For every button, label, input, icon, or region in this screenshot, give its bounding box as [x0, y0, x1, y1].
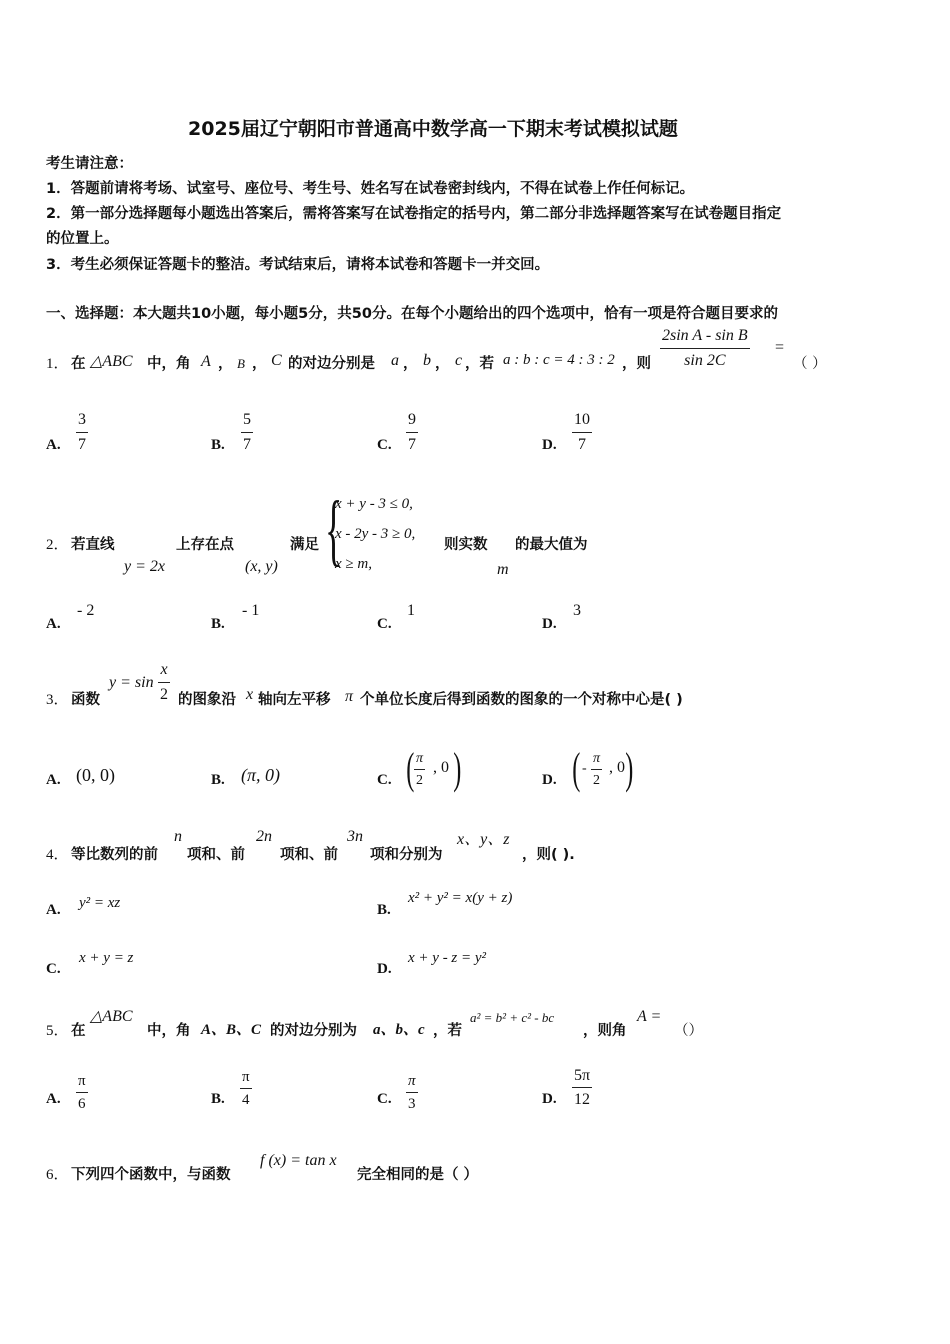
- q1-text: ，: [403, 356, 418, 372]
- q5-angles: A、B、C: [201, 1022, 262, 1038]
- q1-option-a-label: A.: [46, 437, 61, 453]
- q2-var-m: m: [497, 561, 509, 578]
- q4-option-b-label: B.: [377, 902, 391, 918]
- q1-option-c-value: [406, 410, 418, 455]
- q6-text: 完全相同的是（ ）: [357, 1167, 479, 1183]
- denominator: 2: [160, 686, 168, 703]
- q3-option-d-tail: , 0: [609, 759, 625, 776]
- q6-number: 6．: [46, 1167, 69, 1183]
- numerator: 5: [243, 411, 251, 428]
- q4-var-n: n: [174, 828, 182, 845]
- q1-var-b: b: [423, 352, 431, 369]
- q2-point: (x, y): [245, 558, 278, 575]
- q6-function: f (x) = tan x: [260, 1152, 337, 1169]
- notice-item-3: 3．考生必须保证答题卡的整洁。考试结束后，请将本试卷和答题卡一并交回。: [46, 257, 550, 273]
- numerator: 9: [408, 411, 416, 428]
- fraction-bar: [660, 348, 750, 349]
- q1-var-c-angle: C: [271, 352, 282, 369]
- q3-option-d-right-paren: ): [625, 744, 634, 793]
- q4-option-c-value: x + y = z: [79, 950, 134, 966]
- q2-option-a-value: - 2: [77, 602, 95, 619]
- q4-vars-xyz: x、y、z: [457, 831, 510, 848]
- q2-text: 则实数: [444, 537, 488, 553]
- q2-option-d-value: 3: [573, 602, 581, 619]
- q1-text: 在: [71, 356, 86, 372]
- q4-text: 项和、前: [187, 847, 245, 863]
- fraction-bar: [572, 432, 592, 433]
- q4-text: 项和分别为: [370, 847, 443, 863]
- fraction-bar: [591, 769, 602, 770]
- q2-option-c-label: C.: [377, 616, 392, 632]
- q5-option-b-label: B.: [211, 1091, 225, 1107]
- q4-text: 项和、前: [280, 847, 338, 863]
- notice-item-1: 1．答题前请将考场、试室号、座位号、考生号、姓名写在试卷密封线内，不得在试卷上作任何标记。: [46, 181, 695, 197]
- q5-number: 5．: [46, 1023, 69, 1039]
- q5-text: 中，角: [147, 1023, 191, 1039]
- q5-condition: a² = b² + c² - bc: [470, 1010, 555, 1025]
- q2-line-equation: y = 2x: [124, 558, 165, 575]
- fraction-bar: [414, 769, 425, 770]
- q3-option-c-label: C.: [377, 772, 392, 788]
- denominator: 2: [593, 773, 600, 788]
- q1-text: ，: [218, 356, 233, 372]
- q1-expression: [660, 326, 750, 371]
- q1-option-b-label: B.: [211, 437, 225, 453]
- q1-text: ，: [435, 356, 450, 372]
- q4-text: 等比数列的前: [71, 847, 158, 863]
- q2-constraint-1: x + y - 3 ≤ 0,: [335, 496, 413, 512]
- denominator: 12: [574, 1091, 591, 1108]
- q2-option-a-label: A.: [46, 616, 61, 632]
- denominator: 7: [78, 436, 86, 453]
- q3-option-c-fraction: [414, 750, 425, 789]
- notice-heading: 考生请注意：: [46, 156, 133, 172]
- q1-text: ，则: [622, 356, 651, 372]
- q1-expression-numerator: 2sin A - sin B: [662, 327, 748, 344]
- q3-option-d-label: D.: [542, 772, 557, 788]
- q1-ratio: a : b : c = 4 : 3 : 2: [503, 352, 615, 368]
- q5-text: 在: [71, 1023, 86, 1039]
- q5-option-b-value: [240, 1068, 252, 1109]
- q1-text: ，若: [465, 356, 494, 372]
- q2-text: 的最大值为: [515, 537, 588, 553]
- denominator: 7: [578, 436, 586, 453]
- q5-option-a-label: A.: [46, 1091, 61, 1107]
- denominator: 7: [408, 436, 416, 453]
- numerator: π: [408, 1073, 416, 1089]
- denominator: 3: [408, 1096, 416, 1112]
- q4-option-b-value: x² + y² = x(y + z): [408, 890, 513, 906]
- q1-option-d-label: D.: [542, 437, 557, 453]
- q4-option-a-value: y² = xz: [79, 895, 121, 911]
- notice-item-2-cont: 的位置上。: [46, 231, 119, 247]
- q5-text: ，则角: [583, 1023, 627, 1039]
- q4-text: ，则( ).: [522, 847, 575, 863]
- section-heading: 一、选择题：本大题共10小题，每小题5分，共50分。在每个小题给出的四个选项中，恰有一项是符合题目要求的: [46, 306, 778, 322]
- notice-item-2: 2．第一部分选择题每小题选出答案后，需将答案写在试卷指定的括号内，第二部分非选择题答案写在试卷题目指定: [46, 206, 782, 222]
- numerator: 3: [78, 411, 86, 428]
- q5-triangle: △ABC: [90, 1008, 133, 1025]
- q3-function: y = sin: [109, 674, 154, 691]
- q6-text: 下列四个函数中，与函数: [71, 1167, 231, 1183]
- q5-option-c-value: [406, 1072, 418, 1113]
- q3-var-x: x: [246, 686, 254, 703]
- numerator: π: [593, 751, 601, 766]
- q1-triangle: △ABC: [90, 353, 133, 370]
- q3-option-d-minus: -: [582, 761, 587, 776]
- q5-text: ，若: [433, 1023, 462, 1039]
- q3-option-d-left-paren: (: [572, 744, 581, 793]
- numerator: π: [242, 1069, 250, 1085]
- q5-option-a-value: [76, 1072, 88, 1113]
- q2-system-brace: {: [325, 486, 343, 574]
- q3-function-fraction: [158, 660, 170, 705]
- q2-option-d-label: D.: [542, 616, 557, 632]
- q1-option-c-label: C.: [377, 437, 392, 453]
- q2-option-b-value: - 1: [242, 602, 260, 619]
- q3-option-b-value: (π, 0): [241, 765, 281, 785]
- q1-answer-blank: （ ）: [793, 356, 827, 372]
- q2-option-b-label: B.: [211, 616, 225, 632]
- fraction-bar: [76, 432, 88, 433]
- numerator: 10: [574, 411, 590, 428]
- numerator: π: [416, 751, 424, 766]
- q3-option-a-value: (0, 0): [76, 765, 115, 785]
- page-title: 2025届辽宁朝阳市普通高中数学高一下期末考试模拟试题: [188, 118, 678, 140]
- fraction-bar: [406, 1092, 418, 1093]
- q1-option-b-value: [241, 410, 253, 455]
- q4-var-2n: 2n: [256, 828, 272, 845]
- q1-var-a-angle: A: [201, 353, 211, 370]
- fraction-bar: [76, 1092, 88, 1093]
- q1-text: 中，角: [147, 356, 191, 372]
- q1-var-b-angle: B: [237, 356, 245, 371]
- q1-var-c: c: [455, 352, 463, 369]
- q5-answer-blank: （）: [674, 1023, 703, 1039]
- q1-option-a-value: [76, 410, 88, 455]
- q1-equals: =: [775, 339, 785, 356]
- q1-option-d-value: [572, 410, 592, 455]
- q1-expression-denominator: sin 2C: [684, 352, 726, 369]
- q1-number: 1．: [46, 356, 69, 372]
- denominator: 7: [243, 436, 251, 453]
- q5-text: 的对边分别为: [270, 1023, 357, 1039]
- q3-option-a-label: A.: [46, 772, 61, 788]
- fraction-bar: [241, 432, 253, 433]
- q4-number: 4．: [46, 847, 69, 863]
- fraction-bar: [406, 432, 418, 433]
- q5-option-d-label: D.: [542, 1091, 557, 1107]
- q2-text: 满足: [290, 537, 319, 553]
- q3-option-c-tail: , 0: [433, 759, 449, 776]
- q2-number: 2．: [46, 537, 69, 553]
- q3-text: 轴向左平移: [258, 692, 331, 708]
- q4-option-d-value: x + y - z = y²: [408, 950, 487, 966]
- denominator: 4: [242, 1092, 250, 1108]
- q4-option-c-label: C.: [46, 961, 61, 977]
- q3-option-b-label: B.: [211, 772, 225, 788]
- q3-option-c-left-paren: (: [406, 744, 415, 793]
- q1-var-a: a: [391, 352, 399, 369]
- q2-text: 上存在点: [176, 537, 234, 553]
- numerator: x: [160, 661, 168, 678]
- q5-sides: a、b、c: [373, 1022, 425, 1038]
- q2-constraint-3: x ≥ m,: [335, 556, 372, 572]
- q4-var-3n: 3n: [347, 828, 363, 845]
- denominator: 6: [78, 1096, 86, 1112]
- q3-option-c-right-paren: ): [453, 744, 462, 793]
- q3-text: 的图象沿: [178, 692, 236, 708]
- denominator: 2: [416, 773, 423, 788]
- q3-option-d-fraction: [591, 750, 602, 789]
- q1-text: 的对边分别是: [288, 356, 375, 372]
- q4-option-d-label: D.: [377, 961, 392, 977]
- fraction-bar: [240, 1088, 252, 1089]
- q3-pi: π: [345, 688, 354, 705]
- q5-option-c-label: C.: [377, 1091, 392, 1107]
- q5-option-d-value: [572, 1066, 592, 1109]
- q2-constraint-2: x - 2y - 3 ≥ 0,: [335, 526, 416, 542]
- q3-text: 个单位长度后得到函数的图象的一个对称中心是( ): [360, 692, 683, 708]
- fraction-bar: [158, 682, 170, 683]
- q2-text: 若直线: [71, 537, 115, 553]
- numerator: 5π: [574, 1067, 591, 1084]
- q4-option-a-label: A.: [46, 902, 61, 918]
- q5-angle-a: A =: [637, 1008, 662, 1025]
- q2-option-c-value: 1: [407, 602, 415, 619]
- q1-text: ，: [252, 356, 267, 372]
- fraction-bar: [572, 1087, 592, 1088]
- q3-text: 函数: [71, 692, 100, 708]
- numerator: π: [78, 1073, 86, 1089]
- q3-number: 3．: [46, 692, 69, 708]
